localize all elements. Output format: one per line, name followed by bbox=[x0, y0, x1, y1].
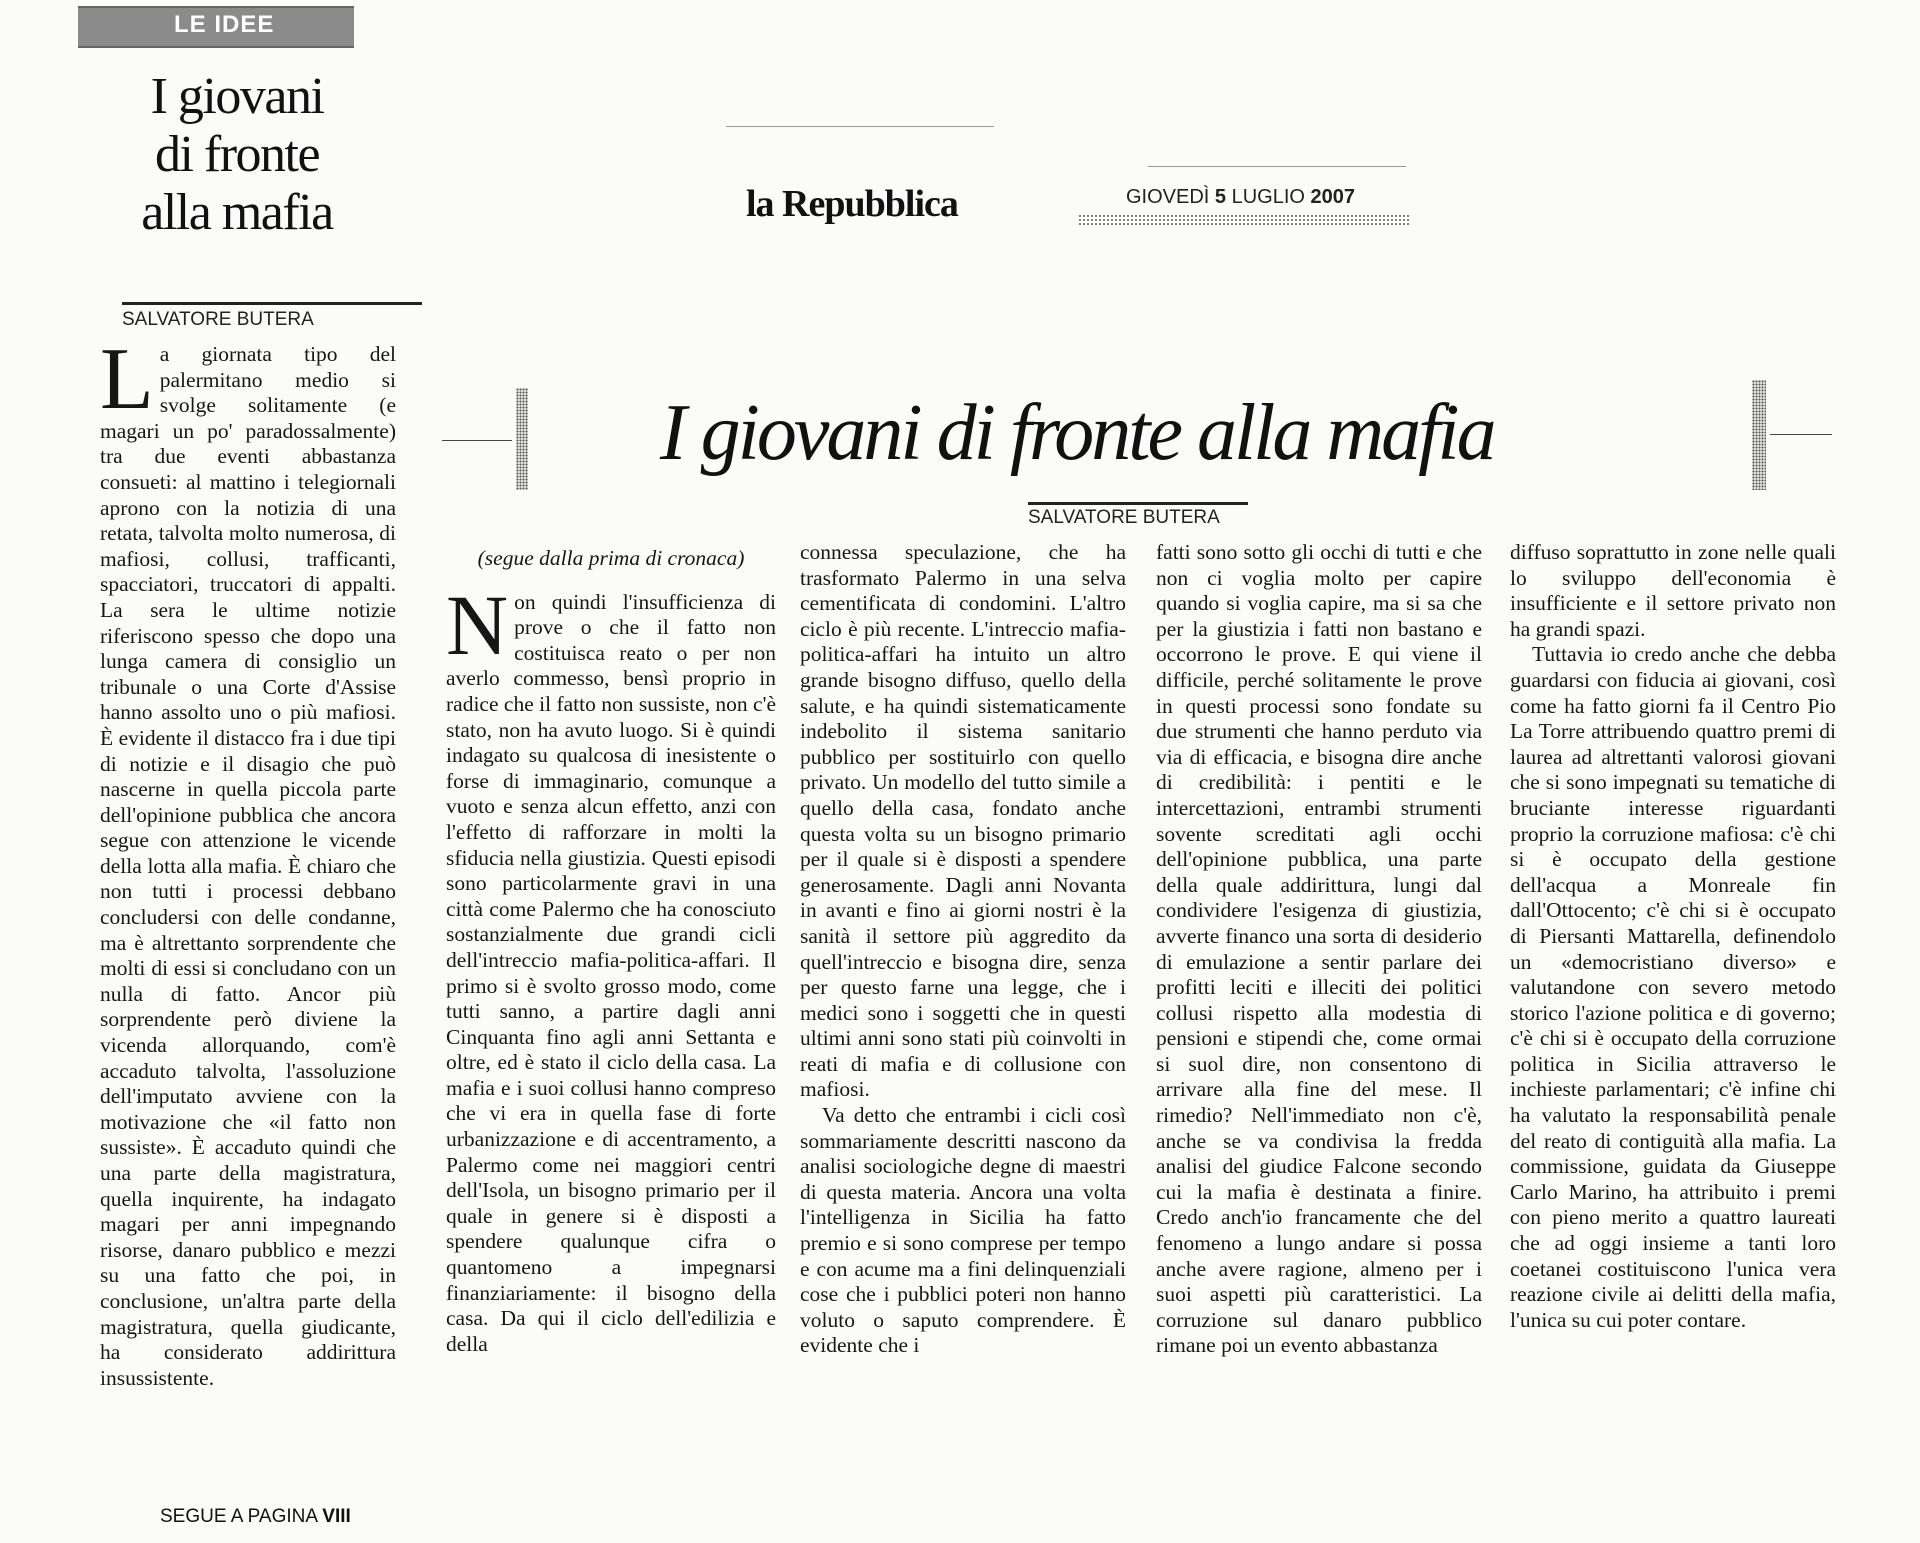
left-title-line-1: I giovani bbox=[150, 68, 324, 125]
left-article-body bbox=[100, 331, 396, 1391]
kicker-label: LE IDEE bbox=[174, 11, 275, 38]
column-1-text: on quindi l'insufficienza di prove o che il fatto non costituisca reato o per non averlo commesso, bensì proprio in radice che il fatto non sussiste, non c'è stato, non ha avuto luogo. Si è quindi indagato su qualcosa di inesistente o forse di immaginario, comunque a vuoto e senza alcun effetto, anzi con l'effetto di rafforzare in molti la sfiducia nella giustizia. Questi episodi sono particolarmente gravi in una città come Palermo che ha conosciuto sostanzialmente due grandi cicli dell'intreccio mafia-politica-affari. Il primo si è svolto grosso modo, come tutti sanno, a partire dagli anni Cinquanta fino agli anni Settanta e oltre, ed è stato il ciclo della casa. La mafia e i suoi collusi hanno compreso che vi era in quella fase di forte urbanizzazione e di accentramento, a Palermo come nei maggiori centri dell'Isola, un bisogno primario per il quale in genere si è disposti a spendere qualunque cifra o quantomeno a impegnarsi finanziariamente: il bisogno della casa. Da qui il ciclo dell'edilizia e della bbox=[446, 589, 776, 1356]
section-kicker bbox=[78, 6, 354, 48]
article-column-4 bbox=[1510, 540, 1836, 1333]
column-4-paragraph-2: Tuttavia io credo anche che debba guardarsi con fiducia ai giovani, così come ha fatto giorni fa il Centro Pio La Torre attribuendo quattro premi di laurea ad altrettanti valorosi giovani che si sono impegnati su tematiche di bruciante interesse riguardanti proprio la corruzione mafiosa: c'è chi si è occupato della gestione dell'acqua a Monreale fin dall'Ottocento; c'è chi si è occupato di Piersanti Mattarella, definendolo un «democristiano diverso» e valutandone con severo metodo storico l'azione politica e di governo; c'è chi si è occupato della corruzione politica in Sicilia attraverso le inchieste parlamentari; c'è infine chi ha valutato la responsabilità penale del reato di contiguità alla mafia. La commissione, guidata da Giuseppe Carlo Marino, ha attribuito i premi con pieno merito a quattro laureati che ad oggi insieme a tanti loro coetanei costituiscono l'unica vera reazione civile ai delitti della mafia, l'unica su cui poter contare. bbox=[1510, 642, 1836, 1332]
date-number: 5 bbox=[1214, 186, 1227, 208]
main-byline: SALVATORE BUTERA bbox=[1028, 502, 1248, 529]
headline-left-bar bbox=[516, 388, 528, 490]
segue-note: (segue dalla prima di cronaca) bbox=[477, 546, 745, 570]
column-4-paragraph-1: diffuso soprattutto in zone nelle quali lo sviluppo dell'economia è insufficiente e il settore privato non ha grandi spazi. bbox=[1510, 540, 1836, 641]
article-column-2 bbox=[800, 540, 1126, 1359]
column-1-paragraph bbox=[446, 576, 776, 1358]
column-2-paragraph-2: Va detto che entrambi i cicli così sommariamente descritti nascono da analisi sociologiche degne di maestri di questa materia. Ancora una volta l'intelligenza in Sicilia ha fatto premio e si sono comprese per tempo e con acume ma a fini delinquenziali cose che i pubblici poteri non hanno voluto o saputo comprendere. È evidente che i bbox=[800, 1103, 1126, 1358]
column-2-paragraph-1: connessa speculazione, che ha trasformato Palermo in una selva cementificata di condomini. L'altro ciclo è più recente. L'intreccio mafia-politica-affari ha intuito un altro grande bisogno diffuso, quello della salute, e ha quindi sistematicamente indebolito il sistema sanitario pubblico per sostituirlo con quello privato. Un modello del tutto simile a quello della casa, fondato anche questa volta su un bisogno primario per il quale si è disposti a spendere generosamente. Dagli anni Novanta in avanti e fino ai giorni nostri è la sanità il settore più aggredito da quell'intreccio e bisogna dire, senza per questo farne una legge, che i medici sono i soggetti che in questi ultimi anni sono stati più coinvolti in reati di mafia e di collusione con mafiosi. bbox=[800, 540, 1126, 1102]
main-dropcap: N bbox=[446, 576, 509, 673]
continue-page: VIII bbox=[322, 1506, 351, 1527]
masthead-top-rule-right bbox=[1148, 166, 1406, 167]
date-year: 2007 bbox=[1310, 186, 1356, 208]
left-title-line-3: alla mafia bbox=[141, 184, 333, 241]
left-dropcap: L bbox=[100, 331, 154, 428]
continue-label: SEGUE A PAGINA bbox=[160, 1506, 317, 1527]
masthead-dotted-band bbox=[1078, 214, 1410, 226]
headline-right-tick bbox=[1770, 434, 1832, 435]
left-body-text: a giornata tipo del palermitano medio si svolge solitamente (e magari un po' paradossalmente) tra due eventi abbastanza consueti: al mattino i telegiornali aprono con la notizia di una retata, talvolta molto numerosa, di mafiosi, collusi, trafficanti, spacciatori, truccatori di appalti. La sera le ultime notizie riferiscono spesso che dopo una lunga camera di consiglio un tribunale o una Corte d'Assise hanno assolto uno o più mafiosi. È evidente il distacco fra i due tipi di notizie e il disagio che può nascerne in quella piccola parte dell'opinione pubblica che ancora segue con attenzione le vicende della lotta alla mafia. È chiaro che non tutti i processi debbano concludersi con delle condanne, ma è altrettanto sorprendente che molti di essi si concludano con un nulla di fatto. Ancor più sorprendente però diviene la vicenda allorquando, com'è accaduto talvolta, l'assoluzione dell'imputato avviene con la motivazione che «il fatto non sussiste». È accaduto quindi che una parte della magistratura, quella inquirente, ha indagato magari per anni impegnando risorse, danaro pubblico e mezzi su una fatto che poi, in conclusione, un'altra parte della magistratura, quella giudicante, ha considerato addirittura insussistente. bbox=[100, 342, 396, 1390]
masthead-top-rule bbox=[726, 126, 994, 127]
headline-right-bar bbox=[1752, 380, 1766, 490]
left-article-title bbox=[78, 68, 396, 242]
column-3-paragraph: fatti sono sotto gli occhi di tutti e che non ci voglia molto per capire quando si voglia capire, ma si sa che per la giustizia i fatti non bastano e occorrono le prove. E qui viene il difficile, perché solitamente le prove in questi processi sono fondate su due strumenti che hanno perduto via via di efficacia, e bisogna dire anche di credibilità: i pentiti e le intercettazioni, entrambi strumenti sovente screditati agli occhi dell'opinione pubblica, una parte della quale addirittura, lungi dal condividere l'esigenza di giustizia, avverte financo una sorta di desiderio di emulazione a sentir parlare dei profitti leciti e illeciti dei politici collusi rispetto alla modestia di pensioni e stipendi che, come ormai si suol dire, non consentono di arrivare alla fine del mese. Il rimedio? Nell'immediato non c'è, anche se va condivisa la fredda analisi del giudice Falcone secondo cui la mafia è destinata a finire. Credo anch'io francamente che del fenomeno a lungo andare si possa anche avere ragione, almeno per i suoi aspetti più caratteristici. La corruzione sul danaro pubblico rimane poi un evento abbastanza bbox=[1156, 540, 1482, 1358]
left-byline: SALVATORE BUTERA bbox=[122, 302, 422, 331]
continue-note bbox=[160, 1506, 351, 1528]
date-month: LUGLIO bbox=[1231, 186, 1305, 208]
article-column-1 bbox=[446, 546, 776, 1357]
date-day: GIOVEDÌ bbox=[1126, 186, 1210, 208]
newspaper-masthead: la Repubblica bbox=[746, 183, 958, 225]
headline-left-tick bbox=[442, 440, 512, 441]
issue-date bbox=[1126, 186, 1355, 209]
left-title-line-2: di fronte bbox=[154, 126, 320, 183]
main-headline: I giovani di fronte alla mafia bbox=[660, 389, 1494, 477]
article-column-3 bbox=[1156, 540, 1482, 1359]
